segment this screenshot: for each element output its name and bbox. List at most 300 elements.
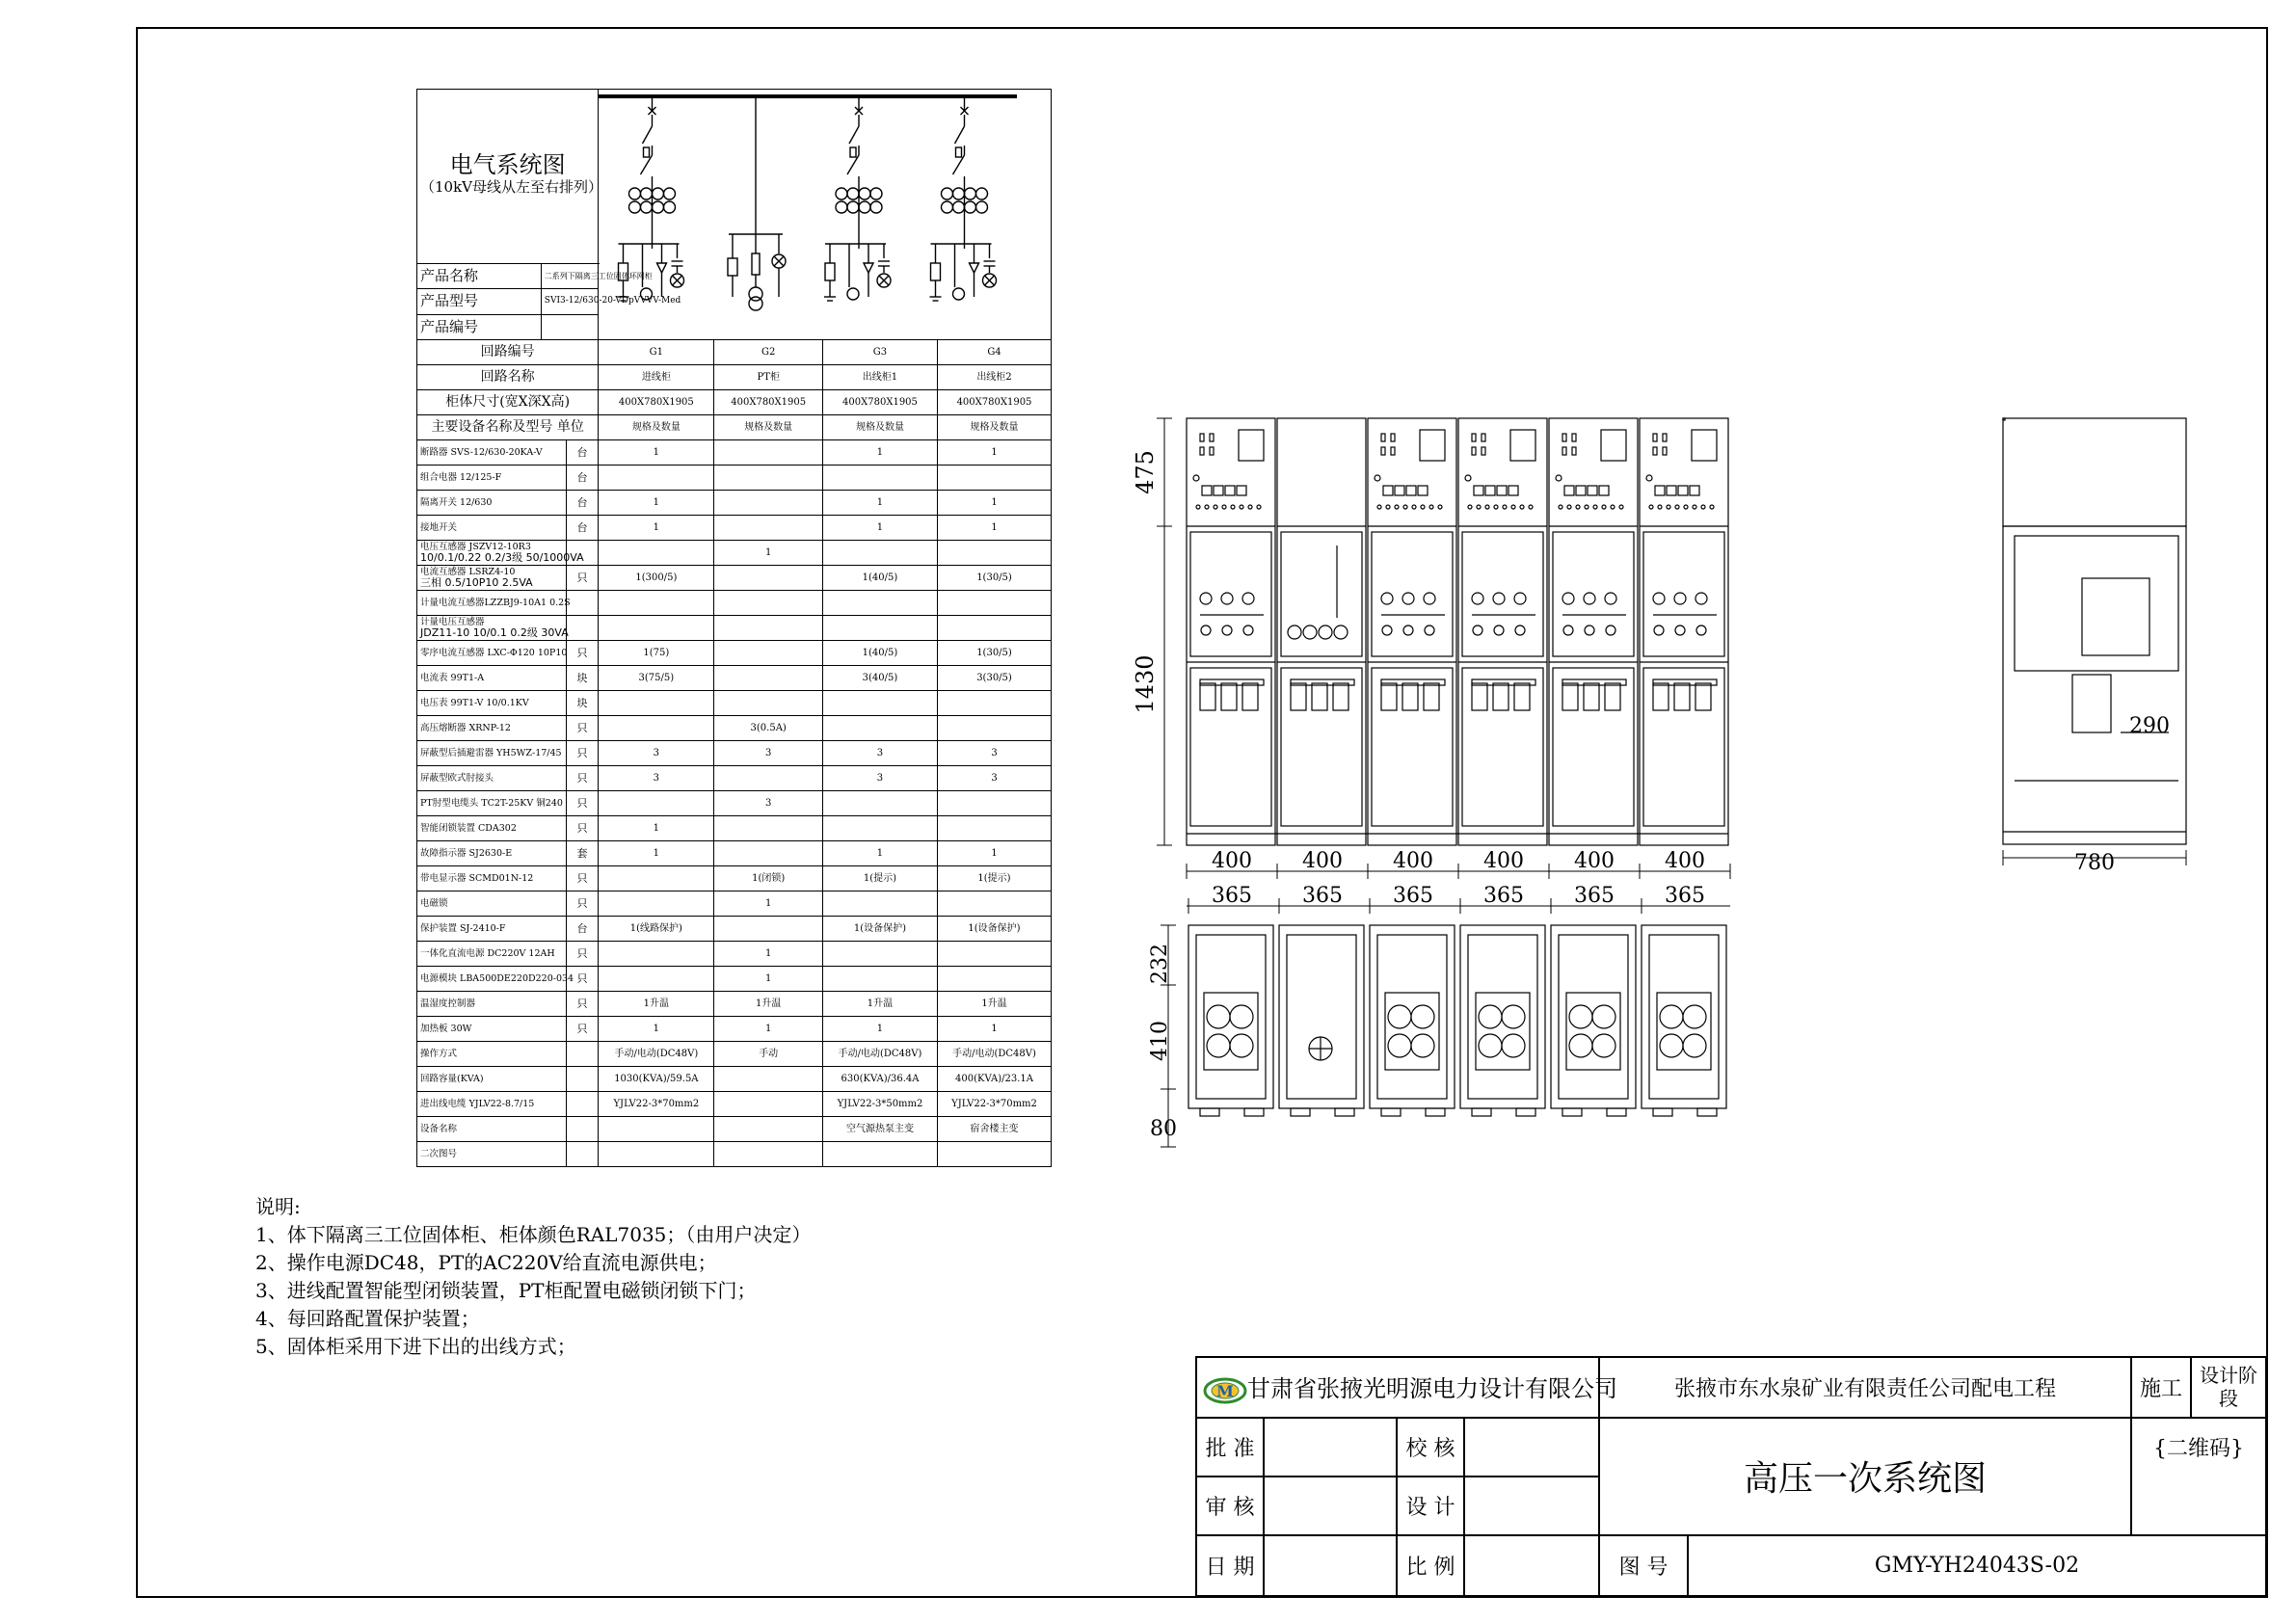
equipment-name: 智能闭锁装置 CDA302 <box>417 816 567 841</box>
lamp-dot <box>1693 505 1696 509</box>
side-bushing <box>2082 578 2149 655</box>
design-label: 设 计 <box>1397 1477 1464 1535</box>
mimic-circle <box>1675 625 1685 635</box>
equipment-value: 3 <box>938 766 1052 791</box>
equipment-name: 断路器 SVS-12/630-20KA-V <box>417 440 567 466</box>
equipment-name: 保护装置 SJ-2410-F <box>417 917 567 942</box>
mimic-circle <box>1674 593 1686 604</box>
column-name: PT柜 <box>714 365 823 390</box>
fuse-window <box>1221 683 1237 710</box>
fuse-window <box>1584 683 1599 710</box>
equipment-unit: 只 <box>566 967 599 992</box>
dim-475-label: 475 <box>1132 450 1159 494</box>
equipment-value: 3(75/5) <box>599 666 714 691</box>
mimic-circle <box>1514 593 1526 604</box>
equipment-value: 1 <box>599 491 714 516</box>
equipment-unit: 只 <box>566 992 599 1017</box>
cable-hole <box>1502 1005 1525 1028</box>
notes-heading: 说明: <box>255 1195 301 1218</box>
cable-cutout <box>1566 993 1620 1070</box>
pt-coil <box>1288 625 1301 639</box>
lamp-dot <box>1503 505 1507 509</box>
equipment-name: 零序电流互感器 LXC-Φ120 10P10 <box>417 641 567 666</box>
equipment-value: 1(线路保护) <box>599 917 714 942</box>
lamp-dot <box>1477 505 1481 509</box>
mimic-circle <box>1473 625 1482 635</box>
handle-bar <box>1653 679 1717 685</box>
equipment-unit: 只 <box>566 716 599 741</box>
equipment-name: 计量电压互感器 JDZ11-10 10/0.1 0.2级 30VA <box>417 616 567 641</box>
equipment-unit: 只 <box>566 816 599 841</box>
company-name: 甘肃省张掖光明源电力设计有限公司 <box>1247 1375 1617 1403</box>
lamp-dot <box>1593 505 1597 509</box>
column-no: G3 <box>822 340 937 365</box>
loop-no-label: 回路编号 <box>417 340 599 365</box>
meter-window <box>1420 430 1445 461</box>
dim-365-label: 365 <box>1574 884 1615 908</box>
mimic-circle <box>1382 625 1392 635</box>
plan-inner <box>1287 935 1356 1099</box>
equipment-value: 1(提示) <box>822 866 937 891</box>
size-label: 柜体尺寸(宽X深X高) <box>417 390 599 415</box>
pt-coil <box>1303 625 1317 639</box>
equipment-value: 1(40/5) <box>822 566 937 591</box>
lamp-dot <box>1684 505 1688 509</box>
lamp-dot <box>1193 475 1199 481</box>
cable-cutout <box>1385 993 1439 1070</box>
side-body <box>2003 526 2186 844</box>
lamp-dot <box>1438 505 1442 509</box>
equipment-value: 1升温 <box>714 992 823 1017</box>
equip-label: 主要设备名称及型号 单位 <box>417 415 599 440</box>
dim-1430-label: 1430 <box>1132 654 1159 714</box>
fuse-window <box>1674 683 1690 710</box>
lamp-dot <box>1667 505 1670 509</box>
cable-hole <box>1569 1005 1592 1028</box>
lamp-dot <box>1240 505 1243 509</box>
column-name: 进线柜 <box>599 365 714 390</box>
column-spec: 规格及数量 <box>938 415 1052 440</box>
mimic-circle <box>1695 593 1707 604</box>
equipment-value: 1 <box>599 1017 714 1042</box>
indicator <box>1200 434 1204 441</box>
pt-coil <box>1334 625 1348 639</box>
lower-door <box>1372 668 1453 826</box>
equipment-value: 1 <box>714 1017 823 1042</box>
notes-block <box>255 1193 811 1361</box>
equipment-value: 宿舍楼主变 <box>938 1117 1052 1142</box>
equipment-value: 1 <box>599 841 714 866</box>
figure-no-label: 图 号 <box>1599 1535 1688 1596</box>
project-name: 张掖市东水泉矿业有限责任公司配电工程 <box>1599 1357 2131 1418</box>
date-value <box>1264 1535 1397 1596</box>
equipment-unit: 只 <box>566 1017 599 1042</box>
mimic-circle <box>1403 625 1413 635</box>
fuse-window <box>1695 683 1711 710</box>
equipment-name: 高压熔断器 XRNP-12 <box>417 716 567 741</box>
plan-cabinet <box>1370 925 1455 1108</box>
equipment-name: 隔离开关 12/630 <box>417 491 567 516</box>
cabinet-outline <box>1277 418 1366 845</box>
indicator <box>1562 447 1566 455</box>
lamp-dot <box>1196 505 1200 509</box>
mimic-circle <box>1494 625 1504 635</box>
switch-key <box>1576 486 1586 495</box>
design-stage-label: 设计阶段 <box>2191 1357 2266 1418</box>
indicator <box>1663 447 1667 455</box>
approve-value <box>1264 1418 1397 1477</box>
cabinet-outline <box>1640 418 1728 845</box>
equipment-value: 3 <box>822 741 937 766</box>
equipment-value: 1(30/5) <box>938 566 1052 591</box>
equipment-value: 手动/电动(DC48V) <box>938 1042 1052 1067</box>
plan-cabinet <box>1551 925 1636 1108</box>
foot <box>1607 1108 1626 1116</box>
switch-key <box>1564 486 1574 495</box>
fuse-window <box>1242 683 1258 710</box>
equipment-value: 1(40/5) <box>822 641 937 666</box>
foot <box>1472 1108 1491 1116</box>
column-no: G1 <box>599 340 714 365</box>
meter-window <box>1239 430 1264 461</box>
cable-hole <box>1230 1034 1253 1057</box>
cabinet-outline <box>1549 418 1638 845</box>
review-value <box>1264 1477 1397 1535</box>
equipment-value: 手动 <box>714 1042 823 1067</box>
foot <box>1653 1108 1672 1116</box>
title-block <box>1195 1356 2265 1597</box>
foot <box>1381 1108 1401 1116</box>
equipment-value: 3 <box>599 766 714 791</box>
plan-view <box>1188 925 1726 1116</box>
fuse-window <box>1381 683 1397 710</box>
equipment-unit: 只 <box>566 641 599 666</box>
dim-365-label: 365 <box>1393 884 1433 908</box>
lamp-dot <box>1395 505 1399 509</box>
equipment-value: YJLV22-3*50mm2 <box>822 1092 937 1117</box>
switch-key <box>1667 486 1676 495</box>
fuse-window <box>1514 683 1530 710</box>
mimic-circle <box>1201 625 1211 635</box>
equipment-value: 3(40/5) <box>822 666 937 691</box>
equipment-name: 二次图号 <box>417 1142 567 1167</box>
equipment-unit: 块 <box>566 666 599 691</box>
switch-key <box>1418 486 1428 495</box>
fuse-window <box>1424 683 1439 710</box>
equipment-name: 故障指示器 SJ2630-E <box>417 841 567 866</box>
mimic-circle <box>1200 593 1212 604</box>
indicator <box>1391 434 1395 441</box>
plan-cabinet <box>1460 925 1545 1108</box>
equipment-value: 手动/电动(DC48V) <box>822 1042 937 1067</box>
dim-365-label: 365 <box>1302 884 1343 908</box>
column-no: G4 <box>938 340 1052 365</box>
cable-cutout <box>1204 993 1258 1070</box>
lamp-dot <box>1375 475 1380 481</box>
mimic-circle <box>1402 593 1414 604</box>
equipment-unit: 台 <box>566 491 599 516</box>
equipment-value: 1 <box>714 942 823 967</box>
equipment-name: 进出线电缆 YJLV22-8.7/15 <box>417 1092 567 1117</box>
review-label: 审 核 <box>1196 1477 1264 1535</box>
dim-365-label: 365 <box>1483 884 1524 908</box>
switch-key <box>1214 486 1223 495</box>
foot <box>1426 1108 1445 1116</box>
side-view <box>2003 418 2186 844</box>
equipment-name: 回路容量(KVA) <box>417 1067 567 1092</box>
lamp-dot <box>1412 505 1416 509</box>
equipment-value: 1 <box>714 541 823 566</box>
foot <box>1244 1108 1264 1116</box>
handle-bar <box>1381 679 1445 685</box>
switch-key <box>1406 486 1416 495</box>
equipment-value: 1(闭锁) <box>714 866 823 891</box>
cable-cutout <box>1657 993 1711 1070</box>
side-upper-compartment <box>2015 536 2178 671</box>
anchor <box>2003 418 2005 420</box>
cable-hole <box>1683 1034 1706 1057</box>
equipment-value: 1(提示) <box>938 866 1052 891</box>
equipment-unit: 套 <box>566 841 599 866</box>
dim-780-label: 780 <box>2074 851 2115 875</box>
switch-key <box>1690 486 1699 495</box>
mimic-circle <box>1242 593 1254 604</box>
equipment-unit: 只 <box>566 942 599 967</box>
indicator <box>1381 434 1385 441</box>
equipment-value: 1 <box>714 967 823 992</box>
lamp-dot <box>1257 505 1261 509</box>
equipment-value: YJLV22-3*70mm2 <box>599 1092 714 1117</box>
lamp-dot <box>1205 505 1209 509</box>
scale-value <box>1464 1535 1599 1596</box>
equipment-value: 3(0.5A) <box>714 716 823 741</box>
dim-290-label: 290 <box>2129 714 2170 738</box>
mimic-circle <box>1515 625 1525 635</box>
dim-365-label: 365 <box>1665 884 1705 908</box>
lamp-dot <box>1567 505 1571 509</box>
equipment-value: 1 <box>714 891 823 917</box>
equipment-value: 1 <box>822 1017 937 1042</box>
handle-bar <box>1291 679 1354 685</box>
cabinet-outline <box>1368 418 1456 845</box>
meter-window <box>1510 430 1535 461</box>
equipment-unit: 只 <box>566 891 599 917</box>
equipment-name: 屏蔽型后插避雷器 YH5WZ-17/45 <box>417 741 567 766</box>
equipment-value: 1030(KVA)/59.5A <box>599 1067 714 1092</box>
mimic-circle <box>1243 625 1253 635</box>
equipment-value: YJLV22-3*70mm2 <box>938 1092 1052 1117</box>
mimic-circle <box>1493 593 1505 604</box>
equipment-name: 电压表 99T1-V 10/0.1KV <box>417 691 567 716</box>
column-size: 400X780X1905 <box>822 390 937 415</box>
dim-365-label: 365 <box>1212 884 1252 908</box>
cable-hole <box>1479 1005 1502 1028</box>
front-dimensions <box>1157 418 2186 1147</box>
switch-key <box>1485 486 1495 495</box>
equipment-value: 1 <box>822 491 937 516</box>
lamp-dot <box>1248 505 1252 509</box>
equipment-value: 1(30/5) <box>938 641 1052 666</box>
equipment-name: 设备名称 <box>417 1117 567 1142</box>
cable-hole <box>1411 1005 1434 1028</box>
dim-400-label: 400 <box>1665 849 1705 873</box>
equipment-value: 400(KVA)/23.1A <box>938 1067 1052 1092</box>
equipment-value: 手动/电动(DC48V) <box>599 1042 714 1067</box>
fuse-window <box>1333 683 1348 710</box>
lamp-dot <box>1619 505 1623 509</box>
indicator <box>1572 447 1576 455</box>
cable-hole <box>1411 1034 1434 1057</box>
lamp-dot <box>1710 505 1714 509</box>
cable-hole <box>1683 1005 1706 1028</box>
column-spec: 规格及数量 <box>599 415 714 440</box>
equipment-value: 1 <box>938 491 1052 516</box>
equipment-value: 1(75) <box>599 641 714 666</box>
equipment-name: 电磁锁 <box>417 891 567 917</box>
lower-door <box>1190 668 1271 826</box>
indicator <box>1482 434 1485 441</box>
equipment-value: 3 <box>714 791 823 816</box>
equipment-unit: 台 <box>566 466 599 491</box>
handle-bar <box>1562 679 1626 685</box>
plan-cabinet <box>1279 925 1364 1108</box>
cable-hole <box>1502 1034 1525 1057</box>
lamp-dot <box>1675 505 1679 509</box>
dim-232-label: 232 <box>1148 944 1172 984</box>
lamp-dot <box>1421 505 1425 509</box>
switch-key <box>1497 486 1507 495</box>
equipment-value: 630(KVA)/36.4A <box>822 1067 937 1092</box>
scale-label: 比 例 <box>1397 1535 1464 1596</box>
equipment-value: 1 <box>599 816 714 841</box>
product-name-value: 二系列下隔离三工位固体环网柜 <box>541 263 599 288</box>
dim-400-label: 400 <box>1483 849 1524 873</box>
lamp-dot <box>1559 505 1562 509</box>
lamp-dot <box>1649 505 1653 509</box>
equipment-name: 操作方式 <box>417 1042 567 1067</box>
cabinet-outline <box>1187 418 1275 845</box>
cable-hole <box>1388 1005 1411 1028</box>
equipment-unit: 台 <box>566 440 599 466</box>
lamp-dot <box>1465 475 1471 481</box>
lamp-dot <box>1511 505 1515 509</box>
lower-door <box>1281 668 1362 826</box>
column-size: 400X780X1905 <box>599 390 714 415</box>
note-item: 3、进线配置智能型闭锁装置，PT柜配置电磁锁闭锁下门； <box>255 1279 757 1302</box>
mimic-circle <box>1425 625 1434 635</box>
lamp-dot <box>1386 505 1390 509</box>
check-label: 校 核 <box>1397 1418 1464 1477</box>
switch-key <box>1599 486 1609 495</box>
dim-400-label: 400 <box>1302 849 1343 873</box>
lamp-dot <box>1403 505 1407 509</box>
equipment-value: 1 <box>938 1017 1052 1042</box>
handle-bar <box>1200 679 1264 685</box>
equipment-value: 3 <box>714 741 823 766</box>
mimic-circle <box>1563 625 1573 635</box>
equipment-name: 电流表 99T1-A <box>417 666 567 691</box>
equipment-value: 1 <box>938 841 1052 866</box>
switch-key <box>1655 486 1665 495</box>
lamp-dot <box>1602 505 1606 509</box>
switch-key <box>1202 486 1212 495</box>
drawing-title: 高压一次系统图 <box>1599 1418 2131 1536</box>
foot <box>1335 1108 1354 1116</box>
switch-key <box>1474 486 1483 495</box>
dim-80-label: 80 <box>1150 1117 1177 1141</box>
indicator <box>1482 447 1485 455</box>
schematic-title: 电气系统图 <box>449 150 566 178</box>
design-value <box>1464 1477 1599 1535</box>
dim-400-label: 400 <box>1212 849 1252 873</box>
column-spec: 规格及数量 <box>822 415 937 440</box>
foot <box>1697 1108 1717 1116</box>
column-size: 400X780X1905 <box>714 390 823 415</box>
lamp-dot <box>1377 505 1381 509</box>
equipment-value: 1 <box>938 516 1052 541</box>
mimic-circle <box>1221 593 1233 604</box>
lamp-dot <box>1556 475 1562 481</box>
fuse-window <box>1562 683 1578 710</box>
equipment-value: 1升温 <box>822 992 937 1017</box>
switch-key <box>1225 486 1235 495</box>
equipment-value: 1 <box>599 440 714 466</box>
lamp-dot <box>1585 505 1589 509</box>
mimic-circle <box>1472 593 1483 604</box>
front-elevation <box>1187 418 1728 845</box>
meter-window <box>1692 430 1717 461</box>
foot <box>1516 1108 1535 1116</box>
equipment-value: 1升温 <box>938 992 1052 1017</box>
loop-name-label: 回路名称 <box>417 365 599 390</box>
column-spec: 规格及数量 <box>714 415 823 440</box>
equipment-value: 3(30/5) <box>938 666 1052 691</box>
approve-label: 批 准 <box>1196 1418 1264 1477</box>
side-top-box <box>2003 418 2186 526</box>
lamp-dot <box>1576 505 1580 509</box>
meter-window <box>1601 430 1626 461</box>
equipment-value: 1升温 <box>599 992 714 1017</box>
mimic-circle <box>1653 593 1665 604</box>
equipment-value: 3 <box>822 766 937 791</box>
equipment-value: 1(设备保护) <box>822 917 937 942</box>
pt-coil <box>1319 625 1332 639</box>
lamp-dot <box>1429 505 1433 509</box>
indicator <box>1572 434 1576 441</box>
indicator <box>1663 434 1667 441</box>
indicator <box>1562 434 1566 441</box>
mimic-circle <box>1222 625 1232 635</box>
indicator <box>1472 447 1476 455</box>
mimic-circle <box>1585 625 1594 635</box>
lower-door <box>1553 668 1634 826</box>
equipment-unit: 只 <box>566 741 599 766</box>
cable-hole <box>1660 1034 1683 1057</box>
product-model-label: 产品型号 <box>417 289 542 314</box>
figure-no: GMY-YH24043S-02 <box>1688 1535 2266 1596</box>
lamp-dot <box>1222 505 1226 509</box>
equipment-value: 1 <box>822 841 937 866</box>
lamp-dot <box>1485 505 1489 509</box>
equipment-name: 温湿度控制器 <box>417 992 567 1017</box>
switch-key <box>1508 486 1518 495</box>
equipment-unit: 只 <box>566 766 599 791</box>
indicator <box>1653 434 1657 441</box>
switch-key <box>1678 486 1688 495</box>
switch-key <box>1383 486 1393 495</box>
fuse-window <box>1493 683 1508 710</box>
equipment-name: 电流互感器 LSRZ4-10 三相 0.5/10P10 2.5VA <box>417 566 567 591</box>
